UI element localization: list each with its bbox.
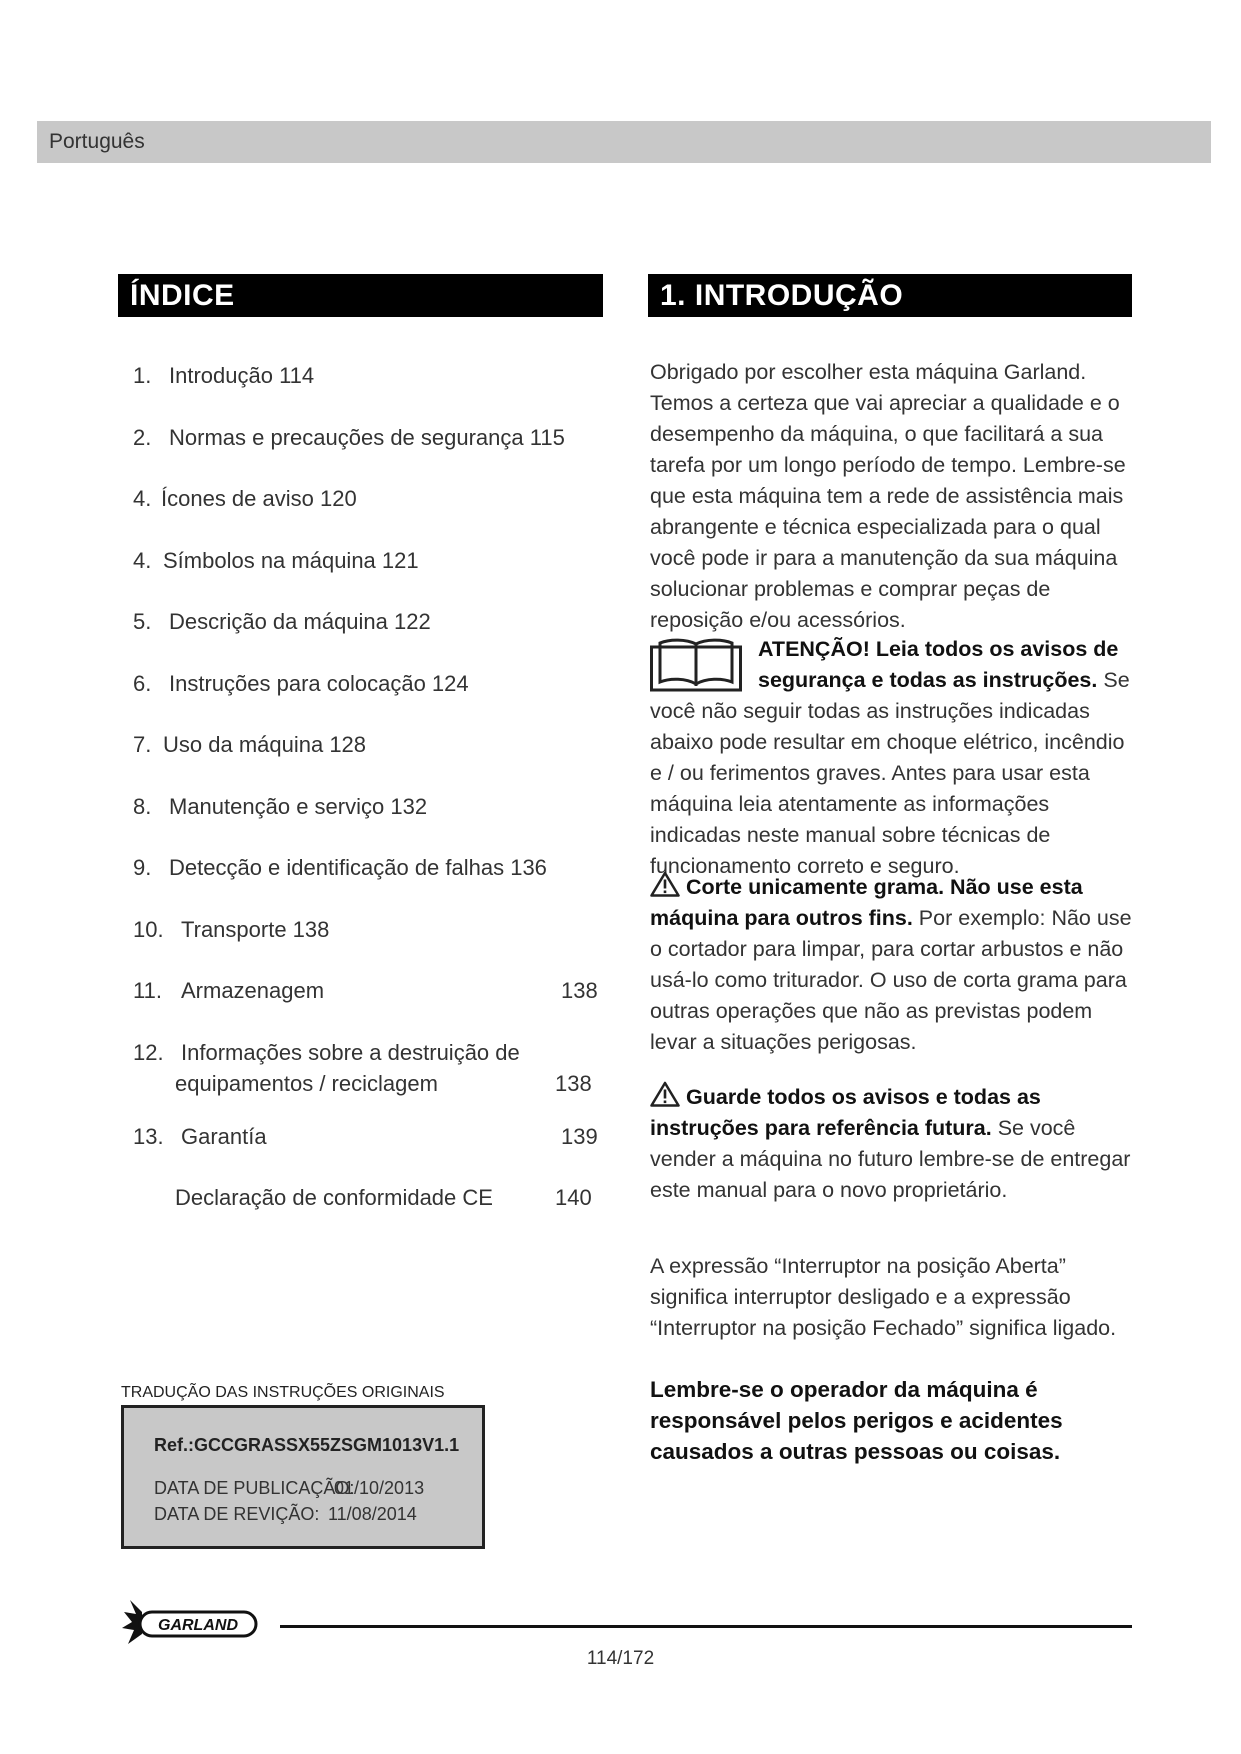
toc-text-continued: equipamentos / reciclagem [175, 1070, 438, 1096]
toc-page: 140 [555, 1185, 592, 1210]
toc-number: 13. [133, 1123, 164, 1149]
attention-block [650, 634, 1140, 882]
attention-details: Se você não seguir todas as instruções indicadas abaixo pode resultar em choque elétrico, incêndio e / ou ferimentos graves. Antes para usar esta máquina leia atentamente as informações indicadas neste manual sobre técnicas de funcionamento correto e seguro. [650, 668, 1130, 878]
switch-expression-paragraph: A expressão “Interruptor na posição Aberta” significa interruptor desligado e a expressão “Interruptor na posição Fechado” significa ligado. [650, 1254, 1117, 1340]
toc-text: Símbolos na máquina 121 [163, 547, 419, 573]
toc-number: 7. [133, 732, 152, 757]
toc-text: Ícones de aviso 120 [161, 486, 357, 511]
garland-logo [120, 1598, 260, 1648]
toc-item[interactable] [133, 486, 603, 548]
brand-name: GARLAND [158, 1617, 238, 1634]
index-heading: ÍNDICE [118, 274, 603, 317]
toc-number: 5. [133, 609, 152, 634]
keep-instructions-warning [650, 1081, 1140, 1206]
toc-number: 12. [133, 1039, 164, 1065]
page-number: 114/172 [586, 1648, 655, 1669]
toc-text: Manutenção e serviço 132 [169, 793, 428, 819]
toc-text: Transporte 138 [181, 916, 330, 942]
attention-text: ATENÇÃO! Leia todos os avisos de segurança e todas as instruções. [758, 637, 1119, 692]
toc-number: 4. [133, 547, 152, 573]
toc-number: 1. [133, 363, 152, 388]
publication-date-label: DATA DE PUBLICAÇÃO: [154, 1478, 355, 1498]
warning-triangle-icon [650, 871, 680, 897]
footer-rule [280, 1625, 1132, 1628]
toc-page: 138 [561, 978, 598, 1003]
toc-number: 6. [133, 670, 152, 696]
toc-item[interactable] [133, 917, 603, 979]
toc-item[interactable] [133, 609, 603, 671]
keep-instructions-details: Se você vender a máquina no futuro lembre-se de entregar este manual para o novo proprietário. [650, 1116, 1131, 1202]
toc-item[interactable] [133, 1040, 603, 1124]
toc-item[interactable] [133, 794, 603, 856]
toc-text: Normas e precauções de segurança 115 [169, 424, 565, 450]
toc-item[interactable] [133, 548, 603, 610]
toc-number: 8. [133, 793, 152, 819]
toc-text: Declaração de conformidade CE [175, 1185, 493, 1210]
toc-number: 10. [133, 916, 164, 942]
language-bar [37, 121, 1211, 163]
toc-number: 2. [133, 424, 152, 450]
toc-item[interactable] [133, 425, 603, 487]
toc-item[interactable] [133, 855, 603, 917]
revision-date-label: DATA DE REVIÇÃO: [154, 1504, 320, 1524]
toc-text: Instruções para colocação 124 [169, 670, 469, 696]
toc-page: 138 [555, 1070, 592, 1096]
cut-grass-warning [650, 871, 1140, 1058]
cut-grass-bold: Corte unicamente grama. Não use esta máquina para outros fins. [650, 875, 1083, 930]
operator-responsibility: Lembre-se o operador da máquina é responsável pelos perigos e acidentes causados a outras pessoas ou coisas. [650, 1377, 1063, 1464]
toc-item[interactable] [133, 978, 603, 1040]
revision-date-value: 11/08/2014 [328, 1504, 417, 1524]
toc-page: 139 [561, 1123, 598, 1149]
toc-text: Descrição da máquina 122 [169, 609, 431, 634]
toc-text: Introdução 114 [169, 363, 315, 388]
table-of-contents [133, 363, 603, 1247]
cut-grass-details: Por exemplo: Não use o cortador para limpar, para cortar arbustos e não usá-lo como triturador. O uso de corta grama para outras operações que não as previstas podem levar a situações perigosas. [650, 906, 1132, 1054]
toc-text: Garantía [181, 1123, 267, 1149]
toc-text: Detecção e identificação de falhas 136 [169, 855, 547, 880]
toc-item[interactable] [133, 1185, 603, 1247]
toc-number: 4. [133, 486, 152, 511]
toc-item[interactable] [133, 363, 603, 425]
reference-code: Ref.:GCCGRASSX55ZSGM1013V1.1 [154, 1435, 460, 1455]
toc-text: Informações sobre a destruição de [181, 1039, 520, 1065]
language-label: Português [49, 130, 145, 153]
toc-item[interactable] [133, 732, 603, 794]
toc-item[interactable] [133, 1124, 603, 1186]
toc-text: Uso da máquina 128 [163, 732, 367, 757]
publication-date-value: 01/10/2013 [334, 1478, 425, 1498]
keep-instructions-bold: Guarde todos os avisos e todas as instruções para referência futura. [650, 1085, 1041, 1140]
toc-number: 9. [133, 855, 152, 880]
intro-paragraph-1: Obrigado por escolher esta máquina Garland. Temos a certeza que vai apreciar a qualidade e o desempenho da máquina, o que facilitará a sua tarefa por um longo período de tempo. Lembre-se que esta máquina tem a rede de assistência mais abrangente e técnica especializada para o qual você pode ir para a manutenção da sua máquina solucionar problemas e comprar peças de reposição e/ou acessórios. [650, 360, 1126, 632]
translation-label: TRADUÇÃO DAS INSTRUÇÕES ORIGINAIS [121, 1384, 445, 1401]
reference-box [121, 1405, 485, 1549]
warning-triangle-icon [650, 1081, 680, 1107]
toc-item[interactable] [133, 671, 603, 733]
intro-heading: 1. INTRODUÇÃO [648, 274, 1132, 317]
open-book-icon [650, 638, 742, 692]
toc-number: 11. [133, 978, 162, 1003]
toc-text: Armazenagem [181, 978, 325, 1003]
